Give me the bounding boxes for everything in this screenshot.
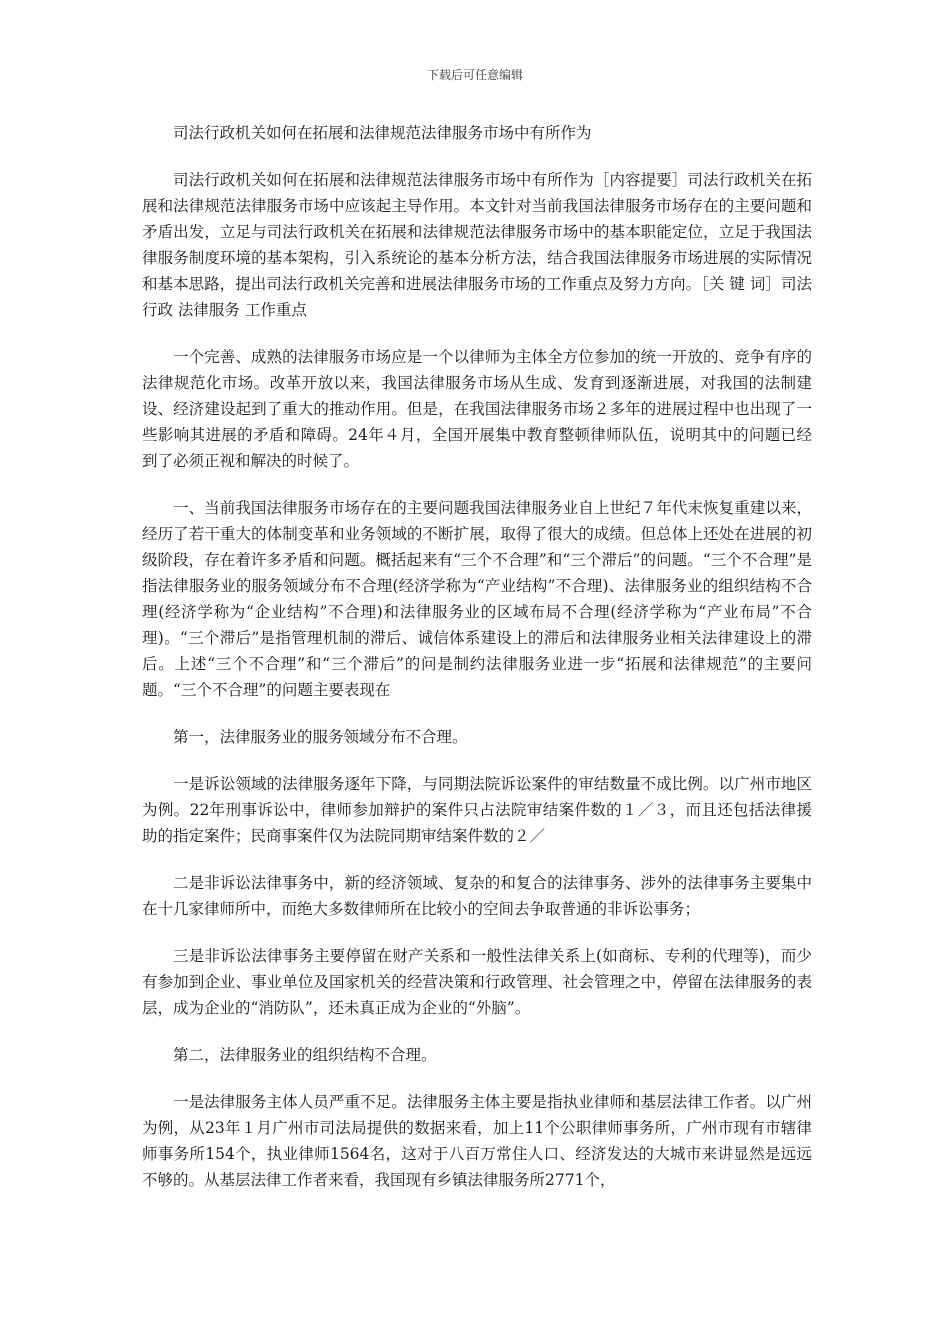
page-header: 下载后可任意编辑 xyxy=(426,68,523,82)
paragraph-property-relations: 三是非诉讼法律事务主要停留在财产关系和一般性法律关系上(如商标、专利的代理等)，而少有参加到企业、事业单位及国家机关的经营决策和行政管理、社会管理之中，停留在法律服务的表层，成为企业的“消防队”，还未真正成为企业的“外脑”。 xyxy=(142,947,812,1017)
document-title: 司法行政机关如何在拓展和法律规范法律服务市场中有所作为 xyxy=(173,124,592,142)
document-body xyxy=(142,120,812,1214)
paragraph-litigation: 一是诉讼领域的法律服务逐年下降，与同期法院诉讼案件的审结数量不成比例。以广州市地区为例。22年刑事诉讼中，律师参加辩护的案件只占法院审结案件数的１／３，而且还包括法律援助的指定案件；民商事案件仅为法院同期审结案件数的２／ xyxy=(142,775,812,845)
paragraph-second-point: 第二，法律服务业的组织结构不合理。 xyxy=(173,1046,437,1064)
paragraph-non-litigation: 二是非诉讼法律事务中，新的经济领域、复杂的和复合的法律事务、涉外的法律事务主要集中在十几家律师所中，而绝大多数律师所在比较小的空间去争取普通的非诉讼事务； xyxy=(142,874,812,918)
paragraph-personnel: 一是法律服务主体人员严重不足。法律服务主体主要是指执业律师和基层法律工作者。以广州为例，从23年１月广州市司法局提供的数据来看，加上11个公职律师事务所，广州市现有市辖律师事务所154个，执业律师1564名，这对于八百万常住人口、经济发达的大城市来讲显然是远远不够的。从基层法律工作者来看，我国现有乡镇法律服务所2771个， xyxy=(142,1093,812,1189)
paragraph-section-one: 一、当前我国法律服务市场存在的主要问题我国法律服务业自上世纪７年代末恢复重建以来，经历了若干重大的体制变革和业务领域的不断扩展，取得了很大的成绩。但总体上还处在进展的初级阶段，存在着许多矛盾和问题。概括起来有“三个不合理”和“三个滞后”的问题。“三个不合理”是指法律服务业的服务领域分布不合理(经济学称为“产业结构”不合理)、法律服务业的组织结构不合理(经济学称为“企业结构”不合理)和法律服务业的区域布局不合理(经济学称为“产业布局”不合理)。“三个滞后”是指管理机制的滞后、诚信体系建设上的滞后和法律服务业相关法律建设上的滞后。上述“三个不合理”和“三个滞后”的问是制约法律服务业进一步“拓展和法律规范”的主要问题。“三个不合理”的问题主要表现在 xyxy=(142,499,812,699)
paragraph-abstract: 司法行政机关如何在拓展和法律规范法律服务市场中有所作为［内容提要］司法行政机关在拓展和法律规范法律服务市场中应该起主导作用。本文针对当前我国法律服务市场存在的主要问题和矛盾出发，立足与司法行政机关在拓展和法律规范法律服务市场中的基本职能定位，立足于我国法律服务制度环境的基本架构，引入系统论的基本分析方法，结合我国法律服务市场进展的实际情况和基本思路，提出司法行政机关完善和进展法律服务市场的工作重点及努力方向。［关 键 词］司法行政 法律服务 工作重点 xyxy=(142,171,812,319)
paragraph-intro: 一个完善、成熟的法律服务市场应是一个以律师为主体全方位参加的统一开放的、竞争有序的法律规范化市场。改革开放以来，我国法律服务市场从生成、发育到逐渐进展，对我国的法制建设、经济建设起到了重大的推动作用。但是，在我国法律服务市场２多年的进展过程中也出现了一些影响其进展的矛盾和障碍。24年４月，全国开展集中教育整顿律师队伍，说明其中的问题已经到了必须正视和解决的时候了。 xyxy=(142,348,812,470)
paragraph-first-point: 第一，法律服务业的服务领域分布不合理。 xyxy=(173,728,468,746)
